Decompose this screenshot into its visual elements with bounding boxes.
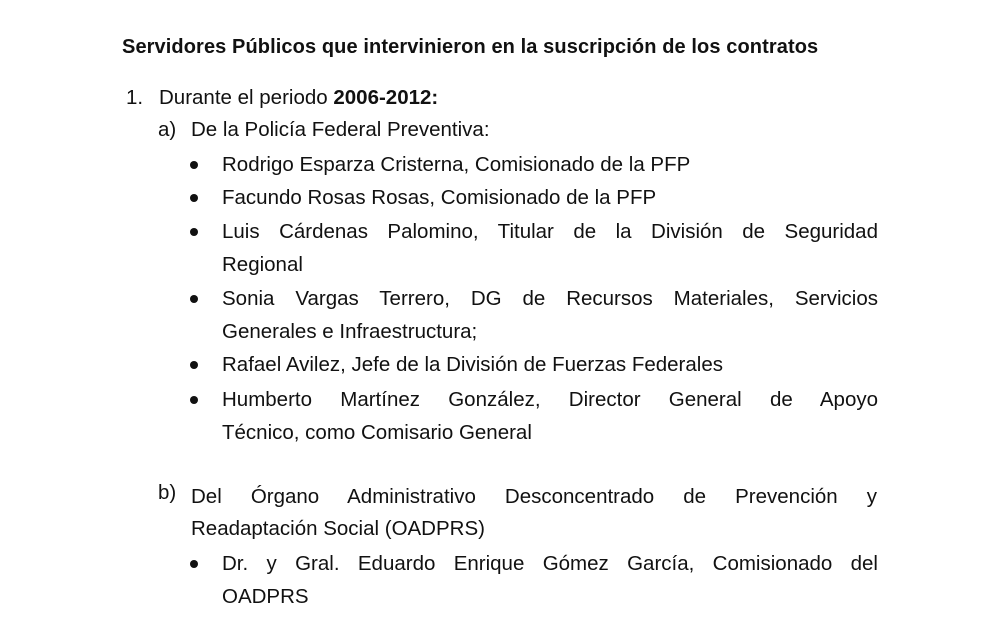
bullet-line-1: Dr. y Gral. Eduardo Enrique Gómez García, Comisionado del: [222, 552, 878, 575]
list-item-text: [222, 383, 878, 449]
section-a-title: De la Policía Federal Preventiva:: [191, 118, 490, 141]
bullet-icon: [190, 396, 198, 404]
bullet-line-1: Rodrigo Esparza Cristerna, Comisionado de la PFP: [222, 153, 691, 176]
bullet-icon: [190, 560, 198, 568]
bullet-icon: [190, 361, 198, 369]
list-item-text: [222, 215, 878, 281]
bullet-line-2: Regional: [222, 253, 303, 276]
section-b-title: [191, 481, 877, 545]
bullet-line-1: Sonia Vargas Terrero, DG de Recursos Materiales, Servicios: [222, 287, 878, 310]
list-item-text: [222, 181, 878, 214]
bullet-icon: [190, 295, 198, 303]
list-item-text: [222, 282, 878, 348]
document-heading: Servidores Públicos que intervinieron en la suscripción de los contratos: [122, 36, 819, 58]
section-b-line-2: Readaptación Social (OADPRS): [191, 517, 485, 540]
bullet-line-1: Rafael Avilez, Jefe de la División de Fuerzas Federales: [222, 353, 723, 376]
bullet-icon: [190, 161, 198, 169]
list-item-1: [126, 86, 438, 110]
bullet-line-1: Facundo Rosas Rosas, Comisionado de la PFP: [222, 186, 657, 209]
bullet-line-2: Técnico, como Comisario General: [222, 421, 532, 444]
list-item-text: [222, 348, 878, 381]
bullet-icon: [190, 228, 198, 236]
list-item-text: Durante el periodo: [159, 86, 334, 109]
bullet-line-2: Generales e Infraestructura;: [222, 320, 478, 343]
bullet-line-1: Humberto Martínez González, Director General de Apoyo: [222, 388, 878, 411]
period-range: 2006-2012:: [333, 86, 439, 109]
bullet-line-2: OADPRS: [222, 585, 309, 608]
section-b-line-1: Del Órgano Administrativo Desconcentrado de Prevención y: [191, 485, 877, 508]
list-item-number: 1.: [126, 86, 144, 109]
section-b-letter: b): [158, 481, 177, 504]
list-item-text: [222, 547, 878, 613]
bullet-line-1: Luis Cárdenas Palomino, Titular de la División de Seguridad: [222, 220, 878, 243]
section-a-letter: a): [158, 118, 177, 141]
bullet-icon: [190, 194, 198, 202]
list-item-text: [222, 148, 878, 181]
